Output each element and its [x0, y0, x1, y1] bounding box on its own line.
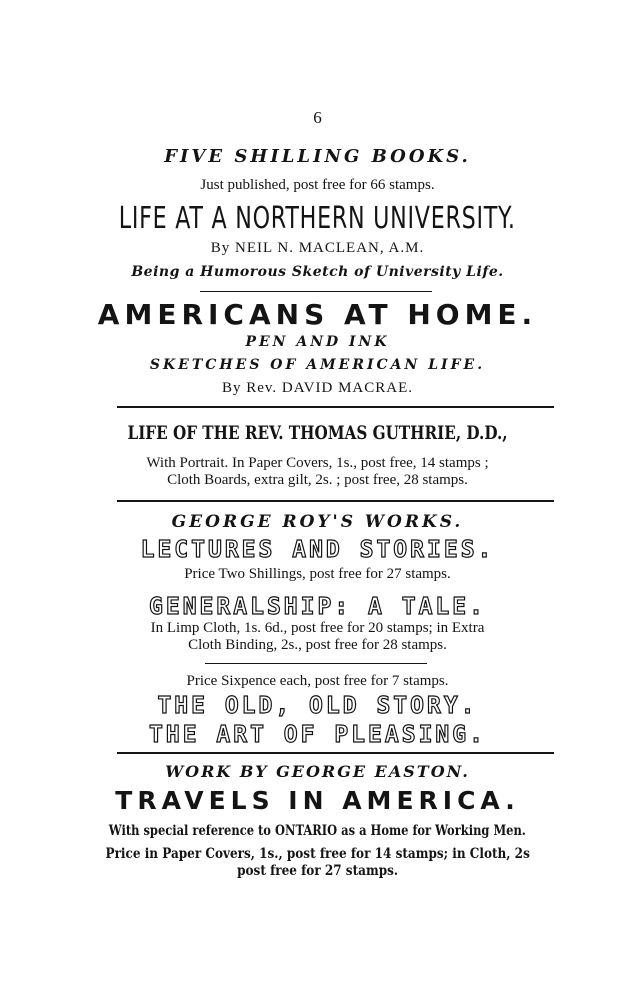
northern-university-title: LIFE AT A NORTHERN UNIVERSITY. [119, 201, 516, 236]
generalship-line-1: In Limp Cloth, 1s. 6d., post free for 20 stamps; in Extra [150, 620, 485, 636]
guthrie-title-wrap [0, 422, 635, 444]
northern-university-title-wrap [0, 201, 635, 236]
easton-line-1-wrap [0, 820, 635, 839]
sixpence-price: Price Sixpence each, post free for 7 stamps. [186, 673, 449, 689]
five-shilling-heading: FIVE SHILLING BOOKS. [164, 146, 471, 167]
roy-heading: GEORGE ROY'S WORKS. [171, 512, 464, 532]
old-story-title: THE OLD, OLD STORY. [157, 693, 478, 719]
americans-title: AMERICANS AT HOME. [97, 298, 538, 331]
generalship-line-2: Cloth Binding, 2s., post free for 28 stamps. [188, 637, 447, 653]
easton-line-3-wrap [0, 860, 635, 879]
rule-short [200, 291, 432, 292]
easton-line-3: post free for 27 stamps. [237, 863, 398, 879]
guthrie-line-1: With Portrait. In Paper Covers, 1s., post free, 14 stamps ; [146, 455, 489, 471]
lectures-price: Price Two Shillings, post free for 27 stamps. [184, 566, 451, 582]
rule-short-2 [205, 663, 427, 664]
rule-2 [117, 500, 554, 502]
maclean-subtitle: Being a Humorous Sketch of University Life. [131, 264, 504, 280]
macrae-author: By Rev. DAVID MACRAE. [221, 380, 413, 396]
lectures-title: LECTURES AND STORIES. [140, 537, 495, 563]
art-pleasing-title: THE ART OF PLEASING. [149, 722, 486, 748]
page-number: 6 [313, 108, 322, 127]
americans-subtitle-1: PEN AND INK [245, 334, 390, 350]
guthrie-line-2: Cloth Boards, extra gilt, 2s. ; post free, 28 stamps. [167, 472, 468, 488]
generalship-title: GENERALSHIP: A TALE. [149, 594, 486, 620]
rule-1 [117, 406, 554, 408]
maclean-author: By NEIL N. MACLEAN, A.M. [210, 240, 425, 256]
five-shilling-note: Just published, post free for 66 stamps. [200, 177, 435, 193]
guthrie-title: LIFE OF THE REV. THOMAS GUTHRIE, D.D., [127, 422, 508, 444]
travels-title: TRAVELS IN AMERICA. [115, 786, 520, 815]
americans-subtitle-2: SKETCHES OF AMERICAN LIFE. [149, 357, 486, 373]
rule-3 [117, 752, 554, 754]
easton-line-2: Price in Paper Covers, 1s., post free for 14 stamps; in Cloth, 2s [105, 846, 530, 862]
easton-heading: WORK BY GEORGE EASTON. [165, 762, 470, 781]
easton-line-1: With special reference to ONTARIO as a Home for Working Men. [108, 823, 527, 839]
